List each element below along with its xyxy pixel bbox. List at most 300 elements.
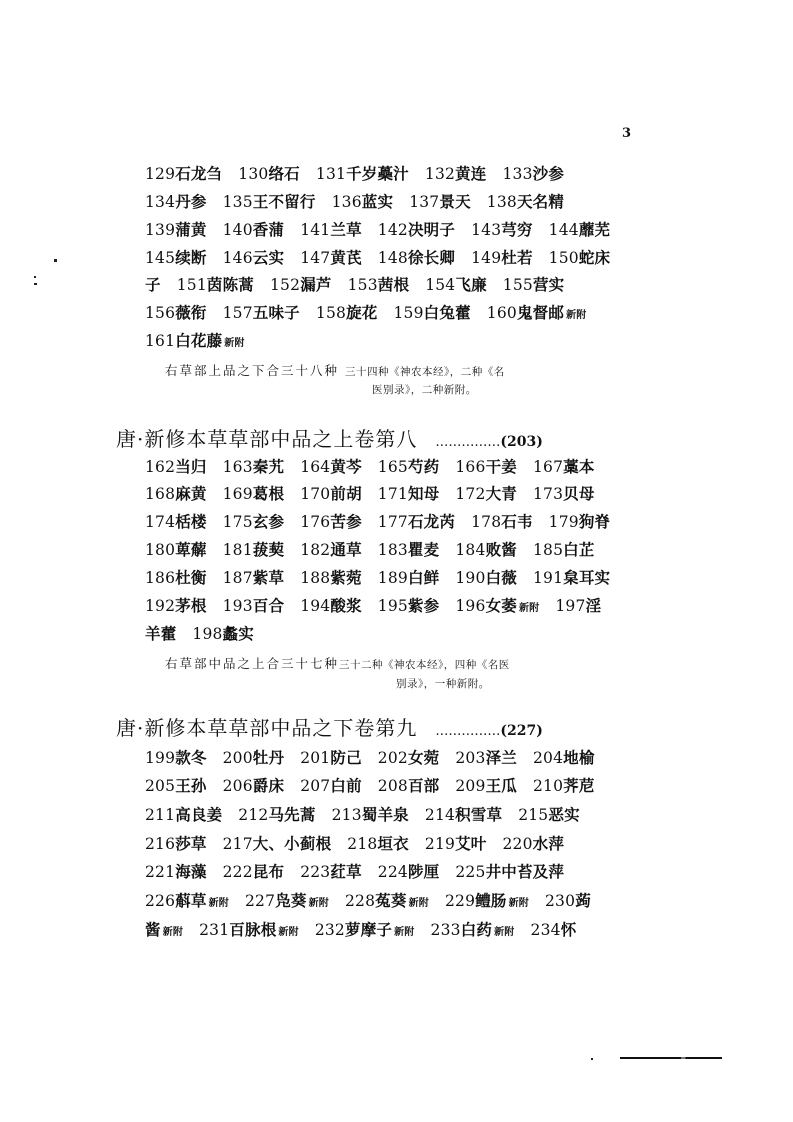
new-addition-tag: 新附	[162, 927, 184, 938]
entry-number: 141	[300, 221, 331, 239]
entry-name: 防己	[330, 748, 362, 767]
entry-name: 百合	[252, 596, 285, 615]
entry-number: 164	[300, 458, 331, 476]
entry-number: 130	[238, 165, 269, 183]
herb-entry	[245, 891, 329, 910]
herb-entry	[223, 776, 285, 795]
herb-entry	[223, 220, 285, 239]
herb-entry	[378, 540, 440, 559]
herb-entry	[425, 805, 502, 824]
herb-entry	[455, 748, 517, 767]
entry-name: 白药	[460, 920, 493, 939]
herb-entry	[431, 920, 515, 939]
entry-number: 188	[300, 569, 331, 587]
entry-number: 133	[502, 165, 533, 183]
entry-number: 177	[377, 513, 408, 531]
entry-number: 183	[377, 541, 408, 559]
entry-number: 143	[471, 221, 502, 239]
herb-entry	[347, 834, 409, 853]
herb-entry	[145, 164, 222, 183]
entry-number: 227	[245, 892, 276, 910]
entry-line	[145, 510, 705, 532]
entry-name: 子	[145, 275, 161, 294]
herb-entry	[300, 748, 362, 767]
herb-entry	[471, 512, 533, 531]
entry-name: 井中苔及萍	[485, 862, 565, 881]
herb-entry	[300, 596, 362, 615]
entry-line	[145, 246, 705, 268]
entry-number: 169	[222, 485, 253, 503]
scan-speck	[34, 276, 36, 278]
herb-entry	[533, 540, 595, 559]
entry-number: 179	[548, 513, 579, 531]
herb-entry	[378, 457, 440, 476]
entry-line	[145, 889, 705, 911]
entry-name: 昆布	[252, 862, 285, 881]
section1-summary	[165, 361, 505, 379]
herb-entry	[145, 331, 245, 350]
entry-number: 151	[176, 276, 207, 294]
entry-number: 152	[270, 276, 301, 294]
summary-main: 右草部中品之上合三十七种	[165, 656, 340, 671]
entry-name: 积雪草	[455, 805, 503, 824]
herb-entry	[145, 248, 207, 267]
entry-number: 223	[300, 863, 331, 881]
herb-entry	[300, 248, 362, 267]
entry-number: 129	[145, 165, 176, 183]
entry-name: 决明子	[407, 220, 456, 239]
herb-entry	[145, 303, 207, 322]
herb-entry	[315, 920, 415, 939]
new-addition-tag: 新附	[308, 898, 329, 909]
herb-entry	[455, 776, 517, 795]
entry-number: 194	[300, 597, 331, 615]
herb-entry	[455, 596, 539, 615]
herb-entry	[300, 540, 362, 559]
herb-entry	[502, 834, 564, 853]
herb-entry	[300, 457, 362, 476]
entry-number: 184	[455, 541, 486, 559]
entry-number: 186	[145, 569, 176, 587]
entry-line	[145, 482, 705, 504]
entry-name: 女萎	[485, 596, 517, 615]
herb-entry	[223, 596, 285, 615]
entry-name: 玄参	[252, 512, 285, 531]
herb-entry	[300, 484, 362, 503]
entry-name: 当归	[175, 457, 207, 476]
entry-number: 228	[345, 892, 376, 910]
entry-number: 229	[445, 892, 476, 910]
entry-number: 142	[377, 221, 408, 239]
entry-name: 沙参	[532, 164, 565, 183]
herb-entry	[223, 568, 285, 587]
herb-entry	[502, 164, 564, 183]
herb-entry	[223, 248, 285, 267]
entry-number: 234	[530, 921, 561, 939]
scan-speck	[591, 1058, 593, 1060]
entry-name: 荠苨	[563, 776, 595, 795]
entry-number: 156	[145, 304, 176, 322]
herb-entry	[345, 891, 429, 910]
entry-name: 芎穷	[501, 220, 533, 239]
entry-name: 白花藤	[175, 331, 223, 350]
entry-number: 200	[222, 749, 253, 767]
entry-name: 泽兰	[485, 748, 517, 767]
herb-entry	[145, 748, 207, 767]
entry-name: 杜若	[501, 248, 533, 267]
entry-number: 224	[377, 863, 408, 881]
herb-entry	[533, 457, 595, 476]
herb-entry	[533, 484, 595, 503]
entry-line	[145, 455, 705, 477]
entry-name: 白薇	[485, 568, 517, 587]
entry-name: 蠡实	[222, 624, 254, 643]
herb-entry	[487, 303, 587, 322]
entry-line	[145, 162, 705, 184]
herb-entry	[145, 220, 207, 239]
entry-number: 230	[545, 892, 576, 910]
entry-number: 158	[315, 304, 347, 322]
entry-number: 210	[532, 777, 564, 795]
entry-number: 211	[145, 806, 176, 824]
entry-name: 杜衡	[175, 568, 207, 587]
entry-line	[145, 273, 705, 295]
entry-name: 鳢肠	[475, 891, 507, 910]
herb-entry	[378, 596, 440, 615]
entry-name: 败酱	[485, 540, 517, 559]
entry-name: 黄芪	[330, 248, 362, 267]
entry-name: 贝母	[563, 484, 595, 503]
herb-entry	[145, 512, 207, 531]
entry-name: 凫葵	[275, 891, 307, 910]
entry-name: 瞿麦	[407, 540, 440, 559]
herb-entry	[145, 920, 183, 939]
herb-entry	[145, 834, 207, 853]
entry-number: 176	[300, 513, 331, 531]
entry-name: 知母	[407, 484, 440, 503]
entry-name: 营实	[532, 275, 565, 294]
entry-name: 牡丹	[252, 748, 285, 767]
herb-entry	[145, 805, 222, 824]
entry-number: 197	[555, 597, 586, 615]
entry-number: 145	[145, 249, 176, 267]
entry-name: 酸浆	[330, 596, 362, 615]
entry-number: 181	[222, 541, 253, 559]
entry-name: 王瓜	[485, 776, 517, 795]
entry-name: 白鲜	[407, 568, 440, 587]
entry-name: 徐长卿	[407, 248, 456, 267]
entry-name: 紫草	[252, 568, 285, 587]
entry-name: 石龙芮	[407, 512, 456, 531]
entry-number: 232	[314, 921, 345, 939]
new-addition-tag: 新附	[224, 338, 245, 349]
entry-number: 148	[377, 249, 408, 267]
entry-number: 221	[145, 863, 176, 881]
entry-name: 丹参	[175, 192, 207, 211]
entry-name: 蛇床	[578, 248, 611, 267]
new-addition-tag: 新附	[278, 927, 299, 938]
entry-name: 黄连	[455, 164, 487, 183]
entry-number: 220	[502, 835, 533, 853]
entry-line	[145, 538, 705, 560]
entry-name: 千岁蘽汁	[346, 164, 409, 183]
new-addition-tag: 新附	[394, 927, 415, 938]
entry-number: 174	[145, 513, 176, 531]
page-number: 3	[622, 126, 632, 141]
entry-name: 干姜	[485, 457, 517, 476]
entry-line	[145, 622, 705, 644]
entry-name: 荭草	[330, 862, 362, 881]
herb-entry	[316, 303, 378, 322]
entry-number: 201	[300, 749, 331, 767]
entry-number: 192	[145, 597, 176, 615]
summary-note: 三十四种《神农本经》，二种《名	[345, 366, 505, 378]
herb-entry	[223, 748, 285, 767]
entry-number: 226	[145, 892, 176, 910]
entry-name: 酱	[145, 920, 161, 939]
entry-name: 兰草	[330, 220, 362, 239]
herb-entry	[199, 920, 299, 939]
herb-entry	[549, 512, 611, 531]
entry-number: 154	[425, 276, 456, 294]
entry-number: 196	[455, 597, 486, 615]
herb-entry	[223, 457, 285, 476]
entry-name: 前胡	[330, 484, 362, 503]
heading-title: 唐·新修本草草部中品之上卷第八	[116, 427, 418, 451]
herb-entry	[378, 776, 440, 795]
herb-entry	[145, 457, 207, 476]
herb-entry	[223, 862, 285, 881]
herb-entry	[300, 776, 362, 795]
entry-number: 131	[315, 165, 347, 183]
herb-entry	[223, 512, 285, 531]
entry-number: 147	[300, 249, 331, 267]
entry-name: 芍药	[407, 457, 440, 476]
footer-rule	[620, 1057, 722, 1059]
entry-line	[145, 918, 705, 940]
entry-name: 续断	[175, 248, 207, 267]
entry-number: 195	[377, 597, 408, 615]
entry-name: 白前	[330, 776, 362, 795]
entry-name: 蒲黄	[175, 220, 207, 239]
herb-entry	[378, 568, 440, 587]
entry-number: 182	[300, 541, 331, 559]
herb-entry	[378, 862, 440, 881]
entry-number: 208	[377, 777, 408, 795]
entry-number: 214	[424, 806, 456, 824]
herb-entry	[145, 275, 161, 294]
entry-number: 134	[145, 193, 176, 211]
entry-number: 225	[455, 863, 486, 881]
entry-name: 葛根	[252, 484, 285, 503]
herb-entry	[545, 891, 591, 910]
entry-number: 157	[222, 304, 253, 322]
herb-entry	[348, 275, 410, 294]
herb-entry	[425, 275, 487, 294]
entry-number: 135	[222, 193, 253, 211]
herb-entry	[223, 540, 285, 559]
entry-number: 162	[145, 458, 176, 476]
herb-entry	[378, 220, 455, 239]
entry-number: 193	[222, 597, 253, 615]
herb-entry	[223, 303, 300, 322]
entry-name: 蜀羊泉	[361, 805, 409, 824]
herb-entry	[503, 275, 565, 294]
new-addition-tag: 新附	[518, 603, 540, 614]
entry-number: 190	[455, 569, 486, 587]
entry-name: 麻黄	[175, 484, 207, 503]
entry-name: 王不留行	[252, 192, 316, 211]
entry-name: 地榆	[563, 748, 595, 767]
entry-name: 黄芩	[330, 457, 362, 476]
section-heading-vol9	[116, 712, 543, 741]
entry-name: 茅根	[175, 596, 207, 615]
entry-number: 199	[145, 749, 176, 767]
page-ref: (227)	[500, 723, 543, 739]
entry-name: 萆薢	[175, 540, 207, 559]
entry-number: 170	[300, 485, 331, 503]
herb-entry	[409, 192, 471, 211]
entry-number: 132	[424, 165, 456, 183]
entry-name: 大青	[485, 484, 517, 503]
new-addition-tag: 新附	[566, 310, 587, 321]
entry-line	[145, 746, 705, 768]
herb-entry	[393, 303, 470, 322]
entry-number: 138	[486, 193, 517, 211]
herb-entry	[223, 192, 316, 211]
herb-entry	[223, 834, 332, 853]
herb-entry	[531, 920, 577, 939]
entry-number: 180	[145, 541, 176, 559]
herb-entry	[238, 164, 300, 183]
entry-number: 168	[145, 485, 176, 503]
entry-name: 狗脊	[578, 512, 611, 531]
entry-number: 217	[222, 835, 253, 853]
herb-entry	[145, 862, 207, 881]
herb-entry	[145, 624, 176, 643]
heading-title: 唐·新修本草草部中品之下卷第九	[116, 716, 418, 740]
entry-name: 鬼督邮	[516, 303, 565, 322]
entry-name: 紫参	[407, 596, 440, 615]
entry-number: 219	[424, 835, 456, 853]
entry-number: 159	[393, 304, 424, 322]
herb-entry	[332, 805, 409, 824]
entry-number: 213	[331, 806, 362, 824]
summary-note: 三十二种《神农本经》，四种《名医	[339, 659, 510, 671]
herb-entry	[270, 275, 332, 294]
entry-name: 蘼芜	[578, 220, 611, 239]
entry-name: 枲耳实	[563, 568, 611, 587]
herb-entry	[192, 624, 254, 643]
entry-name: 紫菀	[330, 568, 362, 587]
entry-name: 苦参	[330, 512, 362, 531]
entry-name: 白芷	[563, 540, 595, 559]
entry-name: 羊藿	[145, 624, 177, 643]
entry-number: 155	[502, 276, 533, 294]
herb-entry	[223, 484, 285, 503]
entry-number: 189	[377, 569, 408, 587]
entry-number: 203	[455, 749, 486, 767]
entry-name: 藁本	[563, 457, 595, 476]
entry-name: 白兔藿	[423, 303, 471, 322]
herb-entry	[455, 457, 517, 476]
herb-entry	[145, 776, 207, 795]
entry-name: 菝葜	[252, 540, 285, 559]
entry-name: 莎草	[175, 834, 207, 853]
herb-entry	[177, 275, 254, 294]
entry-name: 马先蒿	[268, 805, 316, 824]
entry-number: 207	[300, 777, 331, 795]
herb-entry	[425, 834, 487, 853]
herb-entry	[378, 512, 455, 531]
entry-number: 149	[471, 249, 502, 267]
herb-entry	[471, 220, 533, 239]
section1-summary-cont: 医别录》，二种新附。	[372, 384, 477, 396]
entry-name: 蔛草	[175, 891, 207, 910]
entry-number: 191	[532, 569, 564, 587]
herb-entry	[471, 248, 533, 267]
entry-name: 菟葵	[375, 891, 407, 910]
entry-number: 150	[548, 249, 579, 267]
entry-line	[145, 190, 705, 212]
entry-number: 166	[455, 458, 486, 476]
dot-leader: ……………	[435, 724, 501, 739]
entry-number: 163	[222, 458, 253, 476]
entry-name: 百部	[407, 776, 440, 795]
entry-number: 216	[145, 835, 176, 853]
entry-number: 178	[471, 513, 502, 531]
entry-name: 女菀	[407, 748, 440, 767]
entry-name: 香蒲	[252, 220, 285, 239]
herb-entry	[378, 748, 440, 767]
herb-entry	[145, 540, 207, 559]
entry-name: 五味子	[252, 303, 300, 322]
herb-entry	[145, 192, 207, 211]
herb-entry	[300, 862, 362, 881]
entry-name: 百脉根	[229, 920, 277, 939]
herb-entry	[533, 776, 595, 795]
entry-number: 212	[238, 806, 269, 824]
entry-number: 175	[222, 513, 253, 531]
entry-number: 161	[145, 332, 176, 350]
entry-name: 蓝实	[361, 192, 394, 211]
entry-number: 139	[145, 221, 176, 239]
entry-number: 218	[347, 835, 378, 853]
entry-name: 旋花	[346, 303, 378, 322]
herb-entry	[455, 540, 517, 559]
herb-entry	[238, 805, 315, 824]
entry-number: 146	[222, 249, 253, 267]
entry-name: 爵床	[252, 776, 285, 795]
entry-name: 怀	[560, 920, 577, 939]
entry-number: 172	[455, 485, 486, 503]
entry-line	[145, 594, 705, 616]
entry-name: 陟厘	[407, 862, 440, 881]
entry-number: 165	[377, 458, 408, 476]
entry-number: 231	[199, 921, 230, 939]
herb-entry	[425, 164, 487, 183]
entry-line	[145, 860, 705, 882]
new-addition-tag: 新附	[408, 898, 429, 909]
summary-main: 右草部上品之下合三十八种	[165, 363, 340, 378]
herb-entry	[332, 192, 394, 211]
section-heading-vol8	[116, 423, 543, 452]
entry-name: 海藻	[175, 862, 207, 881]
entry-number: 153	[347, 276, 378, 294]
entry-line	[145, 301, 705, 323]
entry-number: 202	[377, 749, 408, 767]
herb-entry	[378, 248, 455, 267]
